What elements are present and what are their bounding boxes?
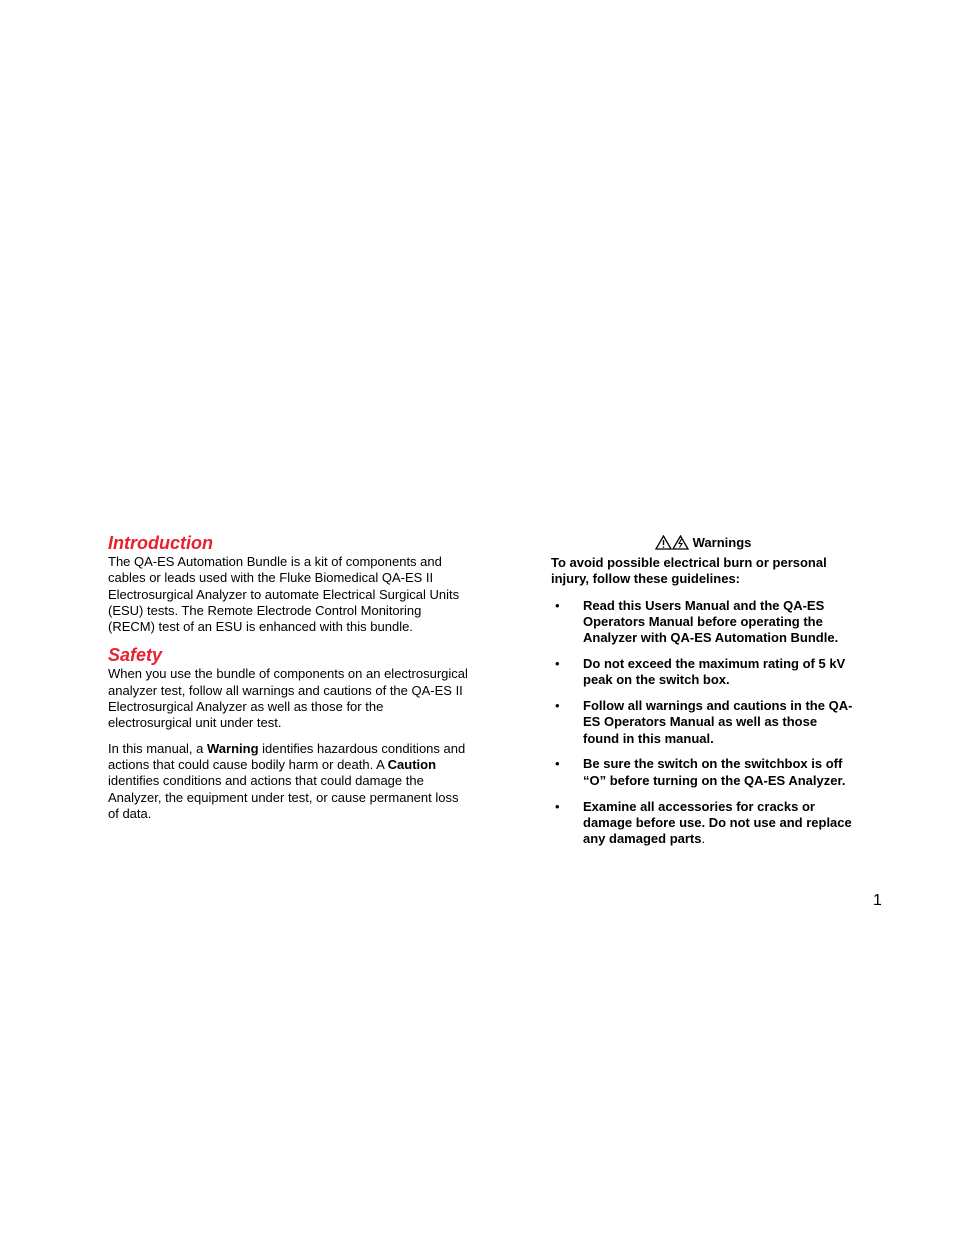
warnings-column [551, 534, 855, 857]
warnings-list [551, 598, 855, 848]
bullet: • [555, 655, 560, 671]
safety-paragraph-1: When you use the bundle of components on an electrosurgical analyzer test, follow all warnings and cautions of the QA-ES II Electrosurgical Analyzer as well as those for the electrosurgical unit under test. [108, 666, 468, 731]
list-item [551, 698, 855, 747]
warning-icons [655, 535, 689, 550]
warning-item-text: Follow all warnings and cautions in the QA-ES Operators Manual as well as those found in this manual. [583, 698, 853, 746]
safety-p2-text-2: identifies hazardous conditions and actions that could cause bodily harm or death. A [108, 740, 466, 772]
warnings-heading: Warnings [692, 535, 752, 550]
warning-item-text: Be sure the switch on the switchbox is off “O” before turning on the QA-ES Analyzer. [583, 756, 846, 788]
safety-paragraph-2 [108, 741, 470, 822]
list-item [551, 656, 855, 689]
warnings-heading-row [551, 534, 855, 551]
warning-item-text: Examine all accessories for cracks or damage before use. Do not use and replace any damaged parts [583, 798, 852, 847]
list-item [551, 598, 855, 647]
warning-triangle-icon [672, 535, 689, 550]
bullet: • [555, 698, 560, 714]
list-item [551, 756, 855, 789]
bullet: • [555, 597, 560, 613]
bullet: • [555, 756, 560, 772]
introduction-paragraph: The QA-ES Automation Bundle is a kit of components and cables or leads used with the Fluke Biomedical QA-ES II Electrosurgical Analyzer to automate Electrical Surgical Units (ESU) tests. The Remote Electrode Control Monitoring (RECM) test of an ESU is enhanced with this bundle. [108, 554, 460, 635]
warning-triangle-icon [655, 535, 672, 550]
introduction-heading: Introduction [108, 533, 213, 553]
warnings-intro: To avoid possible electrical burn or personal injury, follow these guidelines: [551, 555, 827, 587]
item-period: . [701, 831, 706, 847]
left-column [108, 532, 470, 822]
safety-p2-text-1: In this manual, a [108, 740, 207, 756]
warning-term: Warning [207, 740, 259, 756]
caution-term: Caution [387, 756, 437, 772]
list-item [551, 799, 855, 848]
safety-p2-text-3: identifies conditions and actions that could damage the Analyzer, the equipment under test, or cause permanent loss of data. [108, 773, 459, 821]
bullet: • [555, 798, 560, 814]
warning-item-text: Do not exceed the maximum rating of 5 kV peak on the switch box. [583, 655, 846, 688]
page-number: 1 [873, 892, 882, 909]
warning-item-text: Read this Users Manual and the QA-ES Operators Manual before operating the Analyzer with QA-ES Automation Bundle. [583, 597, 839, 646]
safety-heading: Safety [108, 645, 163, 666]
